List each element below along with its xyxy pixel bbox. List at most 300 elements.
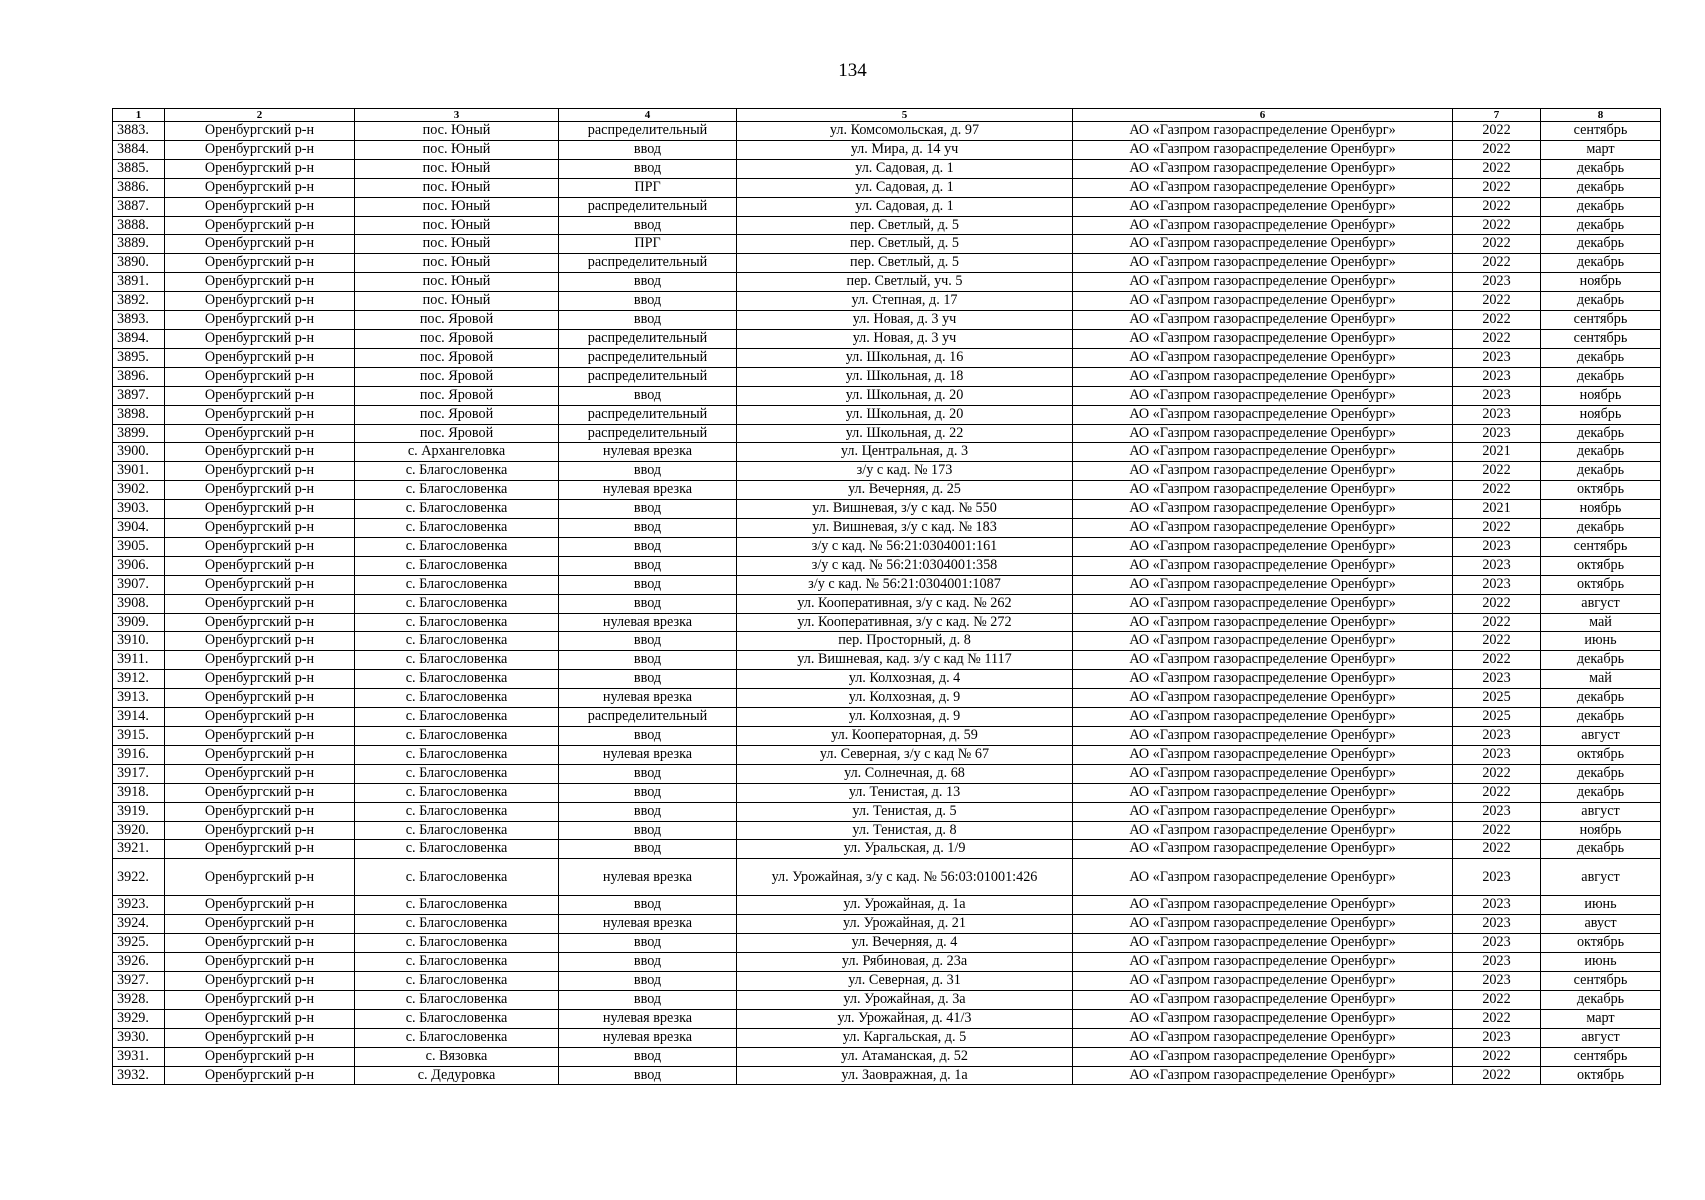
row-number-cell: 3891. [113,273,165,292]
year-cell: 2023 [1453,802,1541,821]
row-number-cell: 3899. [113,424,165,443]
row-number-cell: 3883. [113,122,165,141]
pipeline-type-cell: ввод [559,783,737,802]
row-number-cell: 3925. [113,934,165,953]
settlement-cell: с. Архангеловка [355,443,559,462]
table-row [113,500,1661,519]
table-row [113,537,1661,556]
district-cell: Оренбургский р-н [165,273,355,292]
month-cell: декабрь [1541,254,1661,273]
month-cell: декабрь [1541,462,1661,481]
pipeline-type-cell: ввод [559,519,737,538]
column-header: 1 [113,109,165,122]
year-cell: 2022 [1453,235,1541,254]
organization-cell: АО «Газпром газораспределение Оренбург» [1073,802,1453,821]
year-cell: 2022 [1453,292,1541,311]
year-cell: 2023 [1453,405,1541,424]
row-number-cell: 3929. [113,1009,165,1028]
table-row [113,953,1661,972]
address-cell: ул. Урожайная, д. 41/3 [737,1009,1073,1028]
settlement-cell: пос. Яровой [355,405,559,424]
year-cell: 2022 [1453,1066,1541,1085]
settlement-cell: пос. Юный [355,140,559,159]
table-row [113,405,1661,424]
month-cell: октябрь [1541,934,1661,953]
pipeline-type-cell: распределительный [559,708,737,727]
district-cell: Оренбургский р-н [165,386,355,405]
table-row [113,292,1661,311]
gas-pipeline-register-table [112,108,1661,1085]
table-row [113,783,1661,802]
district-cell: Оренбургский р-н [165,462,355,481]
organization-cell: АО «Газпром газораспределение Оренбург» [1073,537,1453,556]
pipeline-type-cell: распределительный [559,424,737,443]
year-cell: 2023 [1453,934,1541,953]
row-number-cell: 3897. [113,386,165,405]
month-cell: сентябрь [1541,122,1661,141]
organization-cell: АО «Газпром газораспределение Оренбург» [1073,953,1453,972]
district-cell: Оренбургский р-н [165,934,355,953]
row-number-cell: 3901. [113,462,165,481]
address-cell: ул. Вишневая, з/у с кад. № 550 [737,500,1073,519]
month-cell: август [1541,727,1661,746]
row-number-cell: 3890. [113,254,165,273]
row-number-cell: 3911. [113,651,165,670]
table-row [113,1009,1661,1028]
settlement-cell: с. Дедуровка [355,1066,559,1085]
table-row [113,821,1661,840]
district-cell: Оренбургский р-н [165,915,355,934]
table-row [113,216,1661,235]
row-number-cell: 3884. [113,140,165,159]
settlement-cell: с. Благословенка [355,613,559,632]
address-cell: ул. Мира, д. 14 уч [737,140,1073,159]
month-cell: март [1541,1009,1661,1028]
district-cell: Оренбургский р-н [165,519,355,538]
district-cell: Оренбургский р-н [165,216,355,235]
settlement-cell: с. Благословенка [355,575,559,594]
settlement-cell: с. Благословенка [355,670,559,689]
district-cell: Оренбургский р-н [165,840,355,859]
row-number-cell: 3924. [113,915,165,934]
year-cell: 2023 [1453,424,1541,443]
month-cell: декабрь [1541,424,1661,443]
month-cell: авуст [1541,915,1661,934]
row-number-cell: 3893. [113,311,165,330]
year-cell: 2022 [1453,783,1541,802]
district-cell: Оренбургский р-н [165,708,355,727]
district-cell: Оренбургский р-н [165,575,355,594]
pipeline-type-cell: нулевая врезка [559,443,737,462]
month-cell: ноябрь [1541,500,1661,519]
year-cell: 2022 [1453,178,1541,197]
organization-cell: АО «Газпром газораспределение Оренбург» [1073,386,1453,405]
row-number-cell: 3918. [113,783,165,802]
month-cell: декабрь [1541,159,1661,178]
organization-cell: АО «Газпром газораспределение Оренбург» [1073,613,1453,632]
year-cell: 2022 [1453,519,1541,538]
organization-cell: АО «Газпром газораспределение Оренбург» [1073,556,1453,575]
row-number-cell: 3909. [113,613,165,632]
organization-cell: АО «Газпром газораспределение Оренбург» [1073,764,1453,783]
district-cell: Оренбургский р-н [165,764,355,783]
address-cell: пер. Светлый, д. 5 [737,216,1073,235]
month-cell: декабрь [1541,708,1661,727]
address-cell: ул. Урожайная, з/у с кад. № 56:03:01001:426 [737,859,1073,896]
table-row [113,443,1661,462]
pipeline-type-cell: нулевая врезка [559,745,737,764]
district-cell: Оренбургский р-н [165,537,355,556]
district-cell: Оренбургский р-н [165,990,355,1009]
pipeline-type-cell: ввод [559,537,737,556]
row-number-cell: 3930. [113,1028,165,1047]
organization-cell: АО «Газпром газораспределение Оренбург» [1073,273,1453,292]
month-cell: август [1541,1028,1661,1047]
organization-cell: АО «Газпром газораспределение Оренбург» [1073,821,1453,840]
settlement-cell: с. Благословенка [355,519,559,538]
year-cell: 2023 [1453,575,1541,594]
pipeline-type-cell: ПРГ [559,235,737,254]
table-row [113,613,1661,632]
settlement-cell: с. Благословенка [355,1009,559,1028]
table-row [113,556,1661,575]
table-row [113,386,1661,405]
month-cell: сентябрь [1541,1047,1661,1066]
year-cell: 2022 [1453,764,1541,783]
page-number: 134 [838,60,867,81]
district-cell: Оренбургский р-н [165,443,355,462]
district-cell: Оренбургский р-н [165,556,355,575]
row-number-cell: 3902. [113,481,165,500]
month-cell: декабрь [1541,367,1661,386]
table-row [113,235,1661,254]
pipeline-type-cell: нулевая врезка [559,1009,737,1028]
table-row [113,727,1661,746]
pipeline-type-cell: ввод [559,1066,737,1085]
settlement-cell: с. Благословенка [355,802,559,821]
settlement-cell: пос. Юный [355,254,559,273]
row-number-cell: 3894. [113,329,165,348]
row-number-cell: 3888. [113,216,165,235]
district-cell: Оренбургский р-н [165,953,355,972]
district-cell: Оренбургский р-н [165,670,355,689]
row-number-cell: 3908. [113,594,165,613]
organization-cell: АО «Газпром газораспределение Оренбург» [1073,348,1453,367]
pipeline-type-cell: распределительный [559,405,737,424]
month-cell: сентябрь [1541,329,1661,348]
pipeline-type-cell: ввод [559,292,737,311]
settlement-cell: с. Благословенка [355,594,559,613]
district-cell: Оренбургский р-н [165,424,355,443]
row-number-cell: 3887. [113,197,165,216]
organization-cell: АО «Газпром газораспределение Оренбург» [1073,840,1453,859]
month-cell: декабрь [1541,216,1661,235]
row-number-cell: 3904. [113,519,165,538]
organization-cell: АО «Газпром газораспределение Оренбург» [1073,405,1453,424]
settlement-cell: с. Благословенка [355,859,559,896]
month-cell: ноябрь [1541,821,1661,840]
organization-cell: АО «Газпром газораспределение Оренбург» [1073,575,1453,594]
address-cell: ул. Новая, д. 3 уч [737,329,1073,348]
year-cell: 2022 [1453,613,1541,632]
year-cell: 2023 [1453,953,1541,972]
row-number-cell: 3931. [113,1047,165,1066]
column-header: 6 [1073,109,1453,122]
pipeline-type-cell: нулевая врезка [559,915,737,934]
settlement-cell: с. Благословенка [355,481,559,500]
row-number-cell: 3907. [113,575,165,594]
district-cell: Оренбургский р-н [165,821,355,840]
address-cell: ул. Солнечная, д. 68 [737,764,1073,783]
address-cell: ул. Вишневая, з/у с кад. № 183 [737,519,1073,538]
address-cell: ул. Заовражная, д. 1а [737,1066,1073,1085]
table-row [113,840,1661,859]
organization-cell: АО «Газпром газораспределение Оренбург» [1073,140,1453,159]
address-cell: ул. Вечерняя, д. 4 [737,934,1073,953]
address-cell: ул. Школьная, д. 20 [737,405,1073,424]
organization-cell: АО «Газпром газораспределение Оренбург» [1073,500,1453,519]
month-cell: ноябрь [1541,386,1661,405]
organization-cell: АО «Газпром газораспределение Оренбург» [1073,632,1453,651]
organization-cell: АО «Газпром газораспределение Оренбург» [1073,594,1453,613]
table-row [113,859,1661,896]
month-cell: сентябрь [1541,537,1661,556]
address-cell: з/у с кад. № 56:21:0304001:1087 [737,575,1073,594]
pipeline-type-cell: распределительный [559,367,737,386]
settlement-cell: пос. Яровой [355,424,559,443]
month-cell: декабрь [1541,348,1661,367]
table-row [113,802,1661,821]
settlement-cell: с. Благословенка [355,783,559,802]
address-cell: ул. Вечерняя, д. 25 [737,481,1073,500]
month-cell: декабрь [1541,990,1661,1009]
address-cell: з/у с кад. № 173 [737,462,1073,481]
settlement-cell: с. Благословенка [355,953,559,972]
year-cell: 2022 [1453,594,1541,613]
month-cell: октябрь [1541,481,1661,500]
organization-cell: АО «Газпром газораспределение Оренбург» [1073,1028,1453,1047]
pipeline-type-cell: ввод [559,651,737,670]
pipeline-type-cell: ввод [559,1047,737,1066]
settlement-cell: пос. Юный [355,273,559,292]
settlement-cell: с. Благословенка [355,745,559,764]
pipeline-type-cell: ввод [559,216,737,235]
district-cell: Оренбургский р-н [165,292,355,311]
organization-cell: АО «Газпром газораспределение Оренбург» [1073,670,1453,689]
pipeline-type-cell: ввод [559,462,737,481]
column-header: 4 [559,109,737,122]
address-cell: ул. Северная, д. 31 [737,971,1073,990]
year-cell: 2022 [1453,254,1541,273]
table-row [113,896,1661,915]
year-cell: 2022 [1453,197,1541,216]
pipeline-type-cell: ввод [559,140,737,159]
pipeline-type-cell: распределительный [559,197,737,216]
organization-cell: АО «Газпром газораспределение Оренбург» [1073,235,1453,254]
month-cell: декабрь [1541,651,1661,670]
district-cell: Оренбургский р-н [165,178,355,197]
settlement-cell: пос. Яровой [355,367,559,386]
month-cell: август [1541,802,1661,821]
column-number-header-row [113,109,1661,122]
organization-cell: АО «Газпром газораспределение Оренбург» [1073,519,1453,538]
organization-cell: АО «Газпром газораспределение Оренбург» [1073,292,1453,311]
district-cell: Оренбургский р-н [165,1028,355,1047]
year-cell: 2023 [1453,537,1541,556]
organization-cell: АО «Газпром газораспределение Оренбург» [1073,689,1453,708]
table-row [113,1047,1661,1066]
settlement-cell: с. Благословенка [355,708,559,727]
organization-cell: АО «Газпром газораспределение Оренбург» [1073,990,1453,1009]
settlement-cell: с. Благословенка [355,500,559,519]
district-cell: Оренбургский р-н [165,500,355,519]
organization-cell: АО «Газпром газораспределение Оренбург» [1073,481,1453,500]
district-cell: Оренбургский р-н [165,896,355,915]
table-row [113,367,1661,386]
row-number-cell: 3915. [113,727,165,746]
year-cell: 2022 [1453,821,1541,840]
row-number-cell: 3885. [113,159,165,178]
pipeline-type-cell: ввод [559,764,737,783]
organization-cell: АО «Газпром газораспределение Оренбург» [1073,197,1453,216]
month-cell: декабрь [1541,689,1661,708]
district-cell: Оренбургский р-н [165,727,355,746]
address-cell: ул. Школьная, д. 18 [737,367,1073,386]
organization-cell: АО «Газпром газораспределение Оренбург» [1073,1009,1453,1028]
pipeline-type-cell: ввод [559,311,737,330]
pipeline-type-cell: нулевая врезка [559,613,737,632]
settlement-cell: с. Благословенка [355,462,559,481]
address-cell: ул. Новая, д. 3 уч [737,311,1073,330]
district-cell: Оренбургский р-н [165,594,355,613]
organization-cell: АО «Газпром газораспределение Оренбург» [1073,708,1453,727]
address-cell: ул. Урожайная, д. 1а [737,896,1073,915]
district-cell: Оренбургский р-н [165,348,355,367]
district-cell: Оренбургский р-н [165,689,355,708]
district-cell: Оренбургский р-н [165,311,355,330]
pipeline-type-cell: нулевая врезка [559,859,737,896]
column-header: 7 [1453,109,1541,122]
address-cell: ул. Тенистая, д. 8 [737,821,1073,840]
column-header: 8 [1541,109,1661,122]
address-cell: ул. Тенистая, д. 5 [737,802,1073,821]
address-cell: ул. Тенистая, д. 13 [737,783,1073,802]
table-row [113,990,1661,1009]
pipeline-type-cell: распределительный [559,348,737,367]
year-cell: 2022 [1453,140,1541,159]
year-cell: 2022 [1453,840,1541,859]
address-cell: ул. Садовая, д. 1 [737,178,1073,197]
organization-cell: АО «Газпром газораспределение Оренбург» [1073,783,1453,802]
address-cell: пер. Просторный, д. 8 [737,632,1073,651]
month-cell: декабрь [1541,292,1661,311]
organization-cell: АО «Газпром газораспределение Оренбург» [1073,1066,1453,1085]
address-cell: ул. Степная, д. 17 [737,292,1073,311]
month-cell: июнь [1541,896,1661,915]
table-body [113,122,1661,1085]
organization-cell: АО «Газпром газораспределение Оренбург» [1073,159,1453,178]
row-number-cell: 3928. [113,990,165,1009]
organization-cell: АО «Газпром газораспределение Оренбург» [1073,915,1453,934]
year-cell: 2025 [1453,708,1541,727]
address-cell: ул. Кооператорная, д. 59 [737,727,1073,746]
row-number-cell: 3919. [113,802,165,821]
address-cell: ул. Атаманская, д. 52 [737,1047,1073,1066]
pipeline-type-cell: нулевая врезка [559,689,737,708]
month-cell: сентябрь [1541,971,1661,990]
row-number-cell: 3932. [113,1066,165,1085]
address-cell: ул. Кооперативная, з/у с кад. № 262 [737,594,1073,613]
pipeline-type-cell: ввод [559,971,737,990]
row-number-cell: 3917. [113,764,165,783]
settlement-cell: с. Благословенка [355,915,559,934]
address-cell: пер. Светлый, д. 5 [737,235,1073,254]
address-cell: пер. Светлый, уч. 5 [737,273,1073,292]
month-cell: декабрь [1541,443,1661,462]
table-row [113,575,1661,594]
column-header: 5 [737,109,1073,122]
district-cell: Оренбургский р-н [165,971,355,990]
pipeline-type-cell: нулевая врезка [559,481,737,500]
month-cell: сентябрь [1541,311,1661,330]
year-cell: 2023 [1453,348,1541,367]
month-cell: октябрь [1541,1066,1661,1085]
district-cell: Оренбургский р-н [165,1066,355,1085]
settlement-cell: пос. Юный [355,292,559,311]
table-row [113,197,1661,216]
table-row [113,1028,1661,1047]
settlement-cell: пос. Юный [355,159,559,178]
district-cell: Оренбургский р-н [165,1009,355,1028]
organization-cell: АО «Газпром газораспределение Оренбург» [1073,727,1453,746]
address-cell: ул. Вишневая, кад. з/у с кад № 1117 [737,651,1073,670]
settlement-cell: пос. Юный [355,178,559,197]
year-cell: 2023 [1453,915,1541,934]
table-row [113,670,1661,689]
year-cell: 2022 [1453,481,1541,500]
column-header: 2 [165,109,355,122]
month-cell: декабрь [1541,519,1661,538]
month-cell: август [1541,594,1661,613]
organization-cell: АО «Газпром газораспределение Оренбург» [1073,122,1453,141]
settlement-cell: с. Благословенка [355,632,559,651]
table-row [113,273,1661,292]
row-number-cell: 3900. [113,443,165,462]
organization-cell: АО «Газпром газораспределение Оренбург» [1073,1047,1453,1066]
year-cell: 2023 [1453,386,1541,405]
pipeline-type-cell: ввод [559,632,737,651]
district-cell: Оренбургский р-н [165,481,355,500]
pipeline-type-cell: распределительный [559,329,737,348]
pipeline-type-cell: ввод [559,594,737,613]
row-number-cell: 3892. [113,292,165,311]
address-cell: ул. Садовая, д. 1 [737,197,1073,216]
table-row [113,329,1661,348]
year-cell: 2023 [1453,670,1541,689]
settlement-cell: с. Вязовка [355,1047,559,1066]
settlement-cell: с. Благословенка [355,727,559,746]
organization-cell: АО «Газпром газораспределение Оренбург» [1073,745,1453,764]
address-cell: ул. Колхозная, д. 9 [737,708,1073,727]
organization-cell: АО «Газпром газораспределение Оренбург» [1073,859,1453,896]
table-row [113,348,1661,367]
row-number-cell: 3912. [113,670,165,689]
pipeline-type-cell: ввод [559,953,737,972]
settlement-cell: пос. Юный [355,122,559,141]
district-cell: Оренбургский р-н [165,254,355,273]
table-row [113,254,1661,273]
year-cell: 2023 [1453,367,1541,386]
